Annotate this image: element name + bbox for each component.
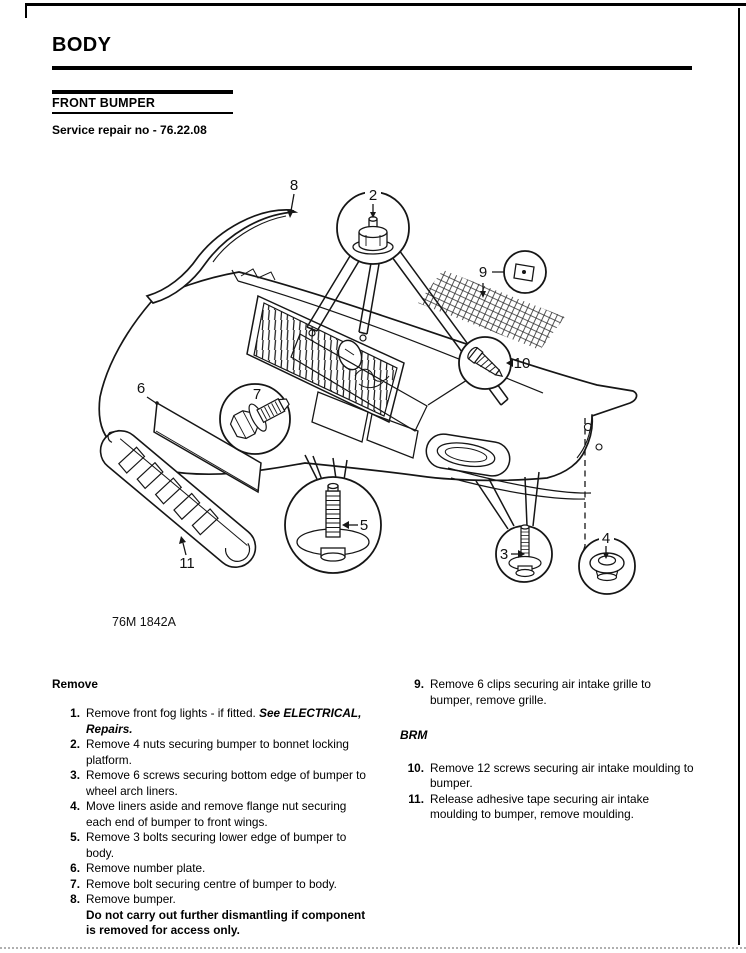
step-text: Move liners aside and remove flange nut securing each end of bumper to front wings.	[86, 799, 347, 829]
scan-artifact-bottom-dotted-line	[0, 947, 746, 949]
step-text: Remove bolt securing centre of bumper to body.	[86, 876, 337, 891]
step-number: 9.	[414, 677, 424, 691]
step-number: 5.	[70, 830, 80, 844]
step-number: 1.	[70, 706, 80, 720]
subsection-rule-bottom	[52, 112, 233, 114]
cross-reference: See ELECTRICAL, Repairs.	[86, 706, 362, 736]
callout-9-label: 9	[478, 264, 488, 281]
step-number: 8.	[70, 892, 80, 906]
step-7	[60, 877, 368, 893]
step-5	[60, 830, 368, 861]
clip-glyph	[514, 264, 534, 281]
step-text: Remove 6 screws securing bottom edge of bumper to wheel arch liners.	[86, 768, 366, 798]
step-4	[60, 799, 368, 830]
step-text: Remove front fog lights - if fitted. See ELECTRICAL, Repairs.	[86, 706, 362, 736]
step-number: 2.	[70, 737, 80, 751]
scan-artifact-right-line	[738, 8, 740, 945]
warning-note: Do not carry out further dismantling if component is removed for access only.	[86, 907, 366, 937]
subsection-title: FRONT BUMPER	[52, 96, 156, 110]
front-bumper-exploded-diagram	[55, 150, 695, 650]
scan-artifact-top-line	[25, 3, 746, 6]
service-repair-number: Service repair no - 76.22.08	[52, 123, 207, 137]
callout-7	[251, 386, 264, 403]
diagram-caption: 76M 1842A	[112, 615, 176, 629]
step-10	[398, 761, 694, 792]
callout-3-label: 3	[499, 546, 509, 563]
brm-heading: BRM	[400, 728, 428, 742]
step-text: Remove 4 nuts securing bumper to bonnet locking platform.	[86, 737, 349, 767]
callout-11-label: 11	[179, 555, 195, 572]
step-text: Release adhesive tape securing air intake moulding to bumper, remove moulding.	[430, 791, 650, 821]
step-number: 4.	[70, 799, 80, 813]
step-11	[398, 792, 694, 823]
step-number: 7.	[70, 876, 80, 891]
callout-5-label: 5	[359, 517, 369, 534]
step-text: Remove 6 clips securing air intake grille to bumper, remove grille.	[430, 677, 651, 707]
instructions-left-column	[60, 706, 368, 939]
step-9	[398, 677, 694, 708]
step-6	[60, 861, 368, 877]
step-text: Remove 12 screws securing air intake moulding to bumper.	[430, 760, 694, 790]
title-rule	[52, 66, 692, 70]
step-number: 3.	[70, 768, 80, 782]
remove-heading: Remove	[52, 677, 98, 691]
callout-7-label: 7	[252, 386, 262, 403]
step-number: 10.	[407, 760, 424, 775]
step-3	[60, 768, 368, 799]
callout-8-label: 8	[289, 177, 299, 194]
step-number: 6.	[70, 861, 80, 875]
step-number: 11.	[408, 791, 424, 806]
callout-2-label: 2	[368, 187, 378, 204]
callout-11	[179, 536, 195, 572]
step-text: Remove 3 bolts securing lower edge of bumper to body.	[86, 830, 347, 860]
step-text: Remove number plate.	[86, 861, 206, 875]
page-title: BODY	[52, 34, 112, 56]
step-1	[60, 706, 368, 737]
callout-6-label: 6	[136, 380, 146, 397]
step-2	[60, 737, 368, 768]
step-text: Remove bumper. Do not carry out further dismantling if component is removed for access only.	[86, 892, 368, 939]
scan-artifact-left-tick	[25, 3, 27, 18]
instructions-right-column	[398, 677, 694, 823]
callout-4-label: 4	[601, 530, 611, 547]
step-8	[60, 892, 368, 939]
subsection-rule-top	[52, 90, 233, 94]
callout-10-label: 10	[513, 355, 531, 372]
